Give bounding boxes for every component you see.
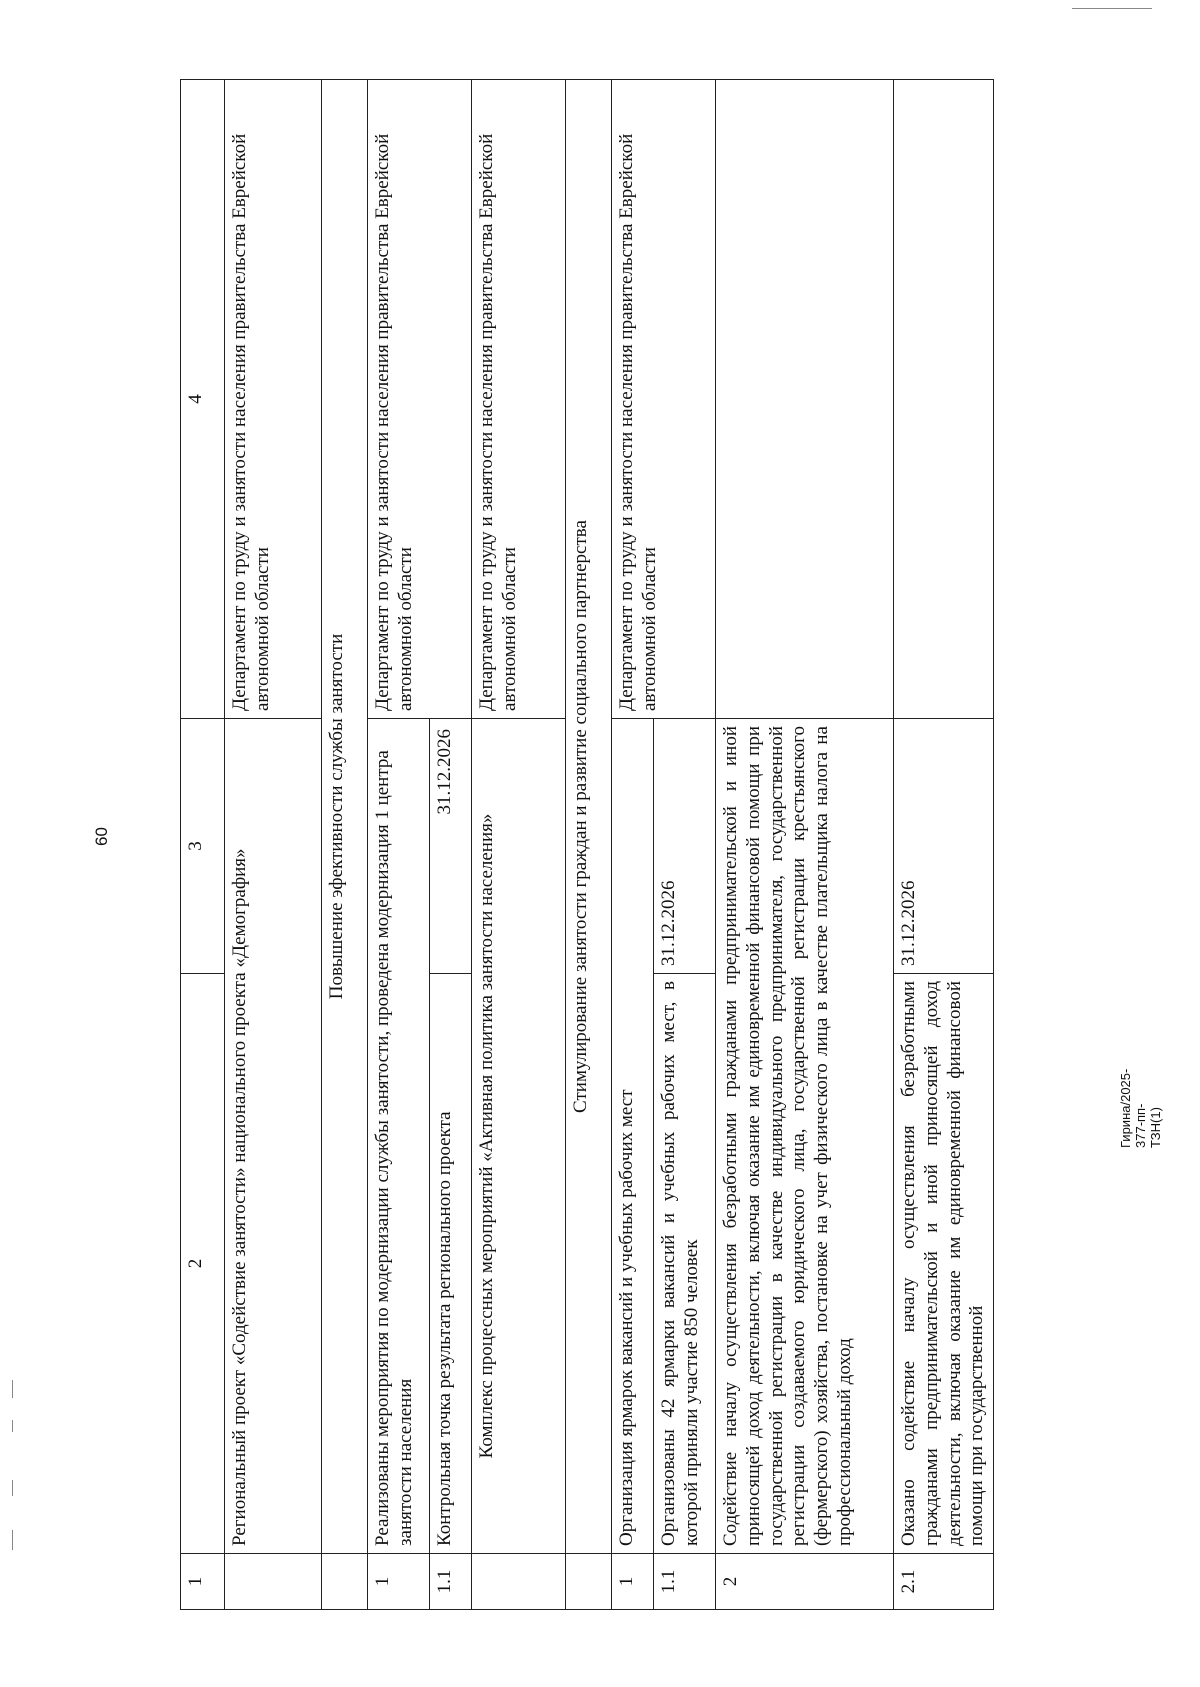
table-row — [472, 80, 566, 1610]
text-cell: Реализованы мероприятия по модернизации службы занятости, проведена модернизация 1 центра занятости населения — [368, 719, 430, 1554]
num-cell — [322, 1554, 368, 1610]
text-cell: Контрольная точка результата регионального проекта — [430, 974, 472, 1554]
date-cell: 31.12.2026 — [894, 719, 994, 974]
num-cell: 1 — [368, 1554, 430, 1610]
header-row — [181, 80, 225, 1610]
section-title: Повышение эфективности службы занятости — [322, 80, 368, 1554]
num-cell: 2 — [716, 1554, 894, 1610]
num-cell — [225, 1554, 322, 1610]
num-cell — [472, 1554, 566, 1610]
date-cell: 31.12.2026 — [654, 719, 716, 974]
header-col-1: 1 — [181, 1554, 225, 1610]
section-row — [322, 80, 368, 1610]
text-cell: Содействие началу осуществления безработными гражданами предпринимательской и иной приносящей доход деятельности, включая оказание им единовременной финансовой помощи при государственной регистрации в качестве индивидуального предпринимателя, государственной регистрации создаваемого юридического лица, государственной регистрации крестьянского (фермерского) хозяйства, постановке на учет физического лица в качестве плательщика налога на профессиональный доход — [716, 719, 894, 1554]
responsible-cell: Департамент по труду и занятости населения правительства Еврейской автономной области — [472, 80, 566, 719]
num-cell — [566, 1554, 612, 1610]
responsible-cell: Департамент по труду и занятости населения правительства Еврейской автономной области — [225, 80, 322, 719]
table-row — [894, 80, 994, 1610]
date-cell: 31.12.2026 — [430, 719, 472, 974]
num-cell: 1 — [612, 1554, 654, 1610]
empty-cell — [894, 80, 994, 719]
table-row — [368, 80, 430, 1610]
complex-cell: Комплекс процессных мероприятий «Активная политика занятости населения» — [472, 719, 566, 1554]
num-cell: 1.1 — [654, 1554, 716, 1610]
responsible-cell: Департамент по труду и занятости населения правительства Еврейской автономной области — [612, 80, 716, 719]
rotated-page-content — [0, 80, 988, 1610]
text-cell: Организованы 42 ярмарки вакансий и учебных рабочих мест, в которой приняли участие 850 человек — [654, 974, 716, 1554]
section-row — [566, 80, 612, 1610]
text-cell: Организация ярмарок вакансий и учебных рабочих мест — [612, 719, 654, 1554]
num-cell: 1.1 — [430, 1554, 472, 1610]
regional-project-cell: Региональный проект «Содействие занятости» национального проекта «Демография» — [225, 719, 322, 1554]
scan-artifact — [1072, 8, 1152, 9]
responsible-cell: Департамент по труду и занятости населения правительства Еврейской автономной области — [368, 80, 472, 719]
header-col-3: 3 — [181, 719, 225, 974]
table-row — [716, 80, 894, 1610]
page-number: 60 — [92, 827, 111, 846]
table-row — [612, 80, 654, 1610]
num-cell: 2.1 — [894, 1554, 994, 1610]
header-col-4: 4 — [181, 80, 225, 719]
section-title: Стимулирование занятости граждан и развитие социального партнерства — [566, 80, 612, 1554]
document-footer: Гирина/2025-377-пп-ТЗН(1) — [1118, 1068, 1163, 1148]
table-row — [225, 80, 322, 1610]
header-col-2: 2 — [181, 974, 225, 1554]
text-cell: Оказано содействие началу осуществления безработными гражданами предпринимательской и иной приносящей доход деятельности, включая оказание им единовременной финансовой помощи при государственной — [894, 974, 994, 1554]
activity-table — [180, 79, 994, 1610]
empty-cell — [716, 80, 894, 719]
